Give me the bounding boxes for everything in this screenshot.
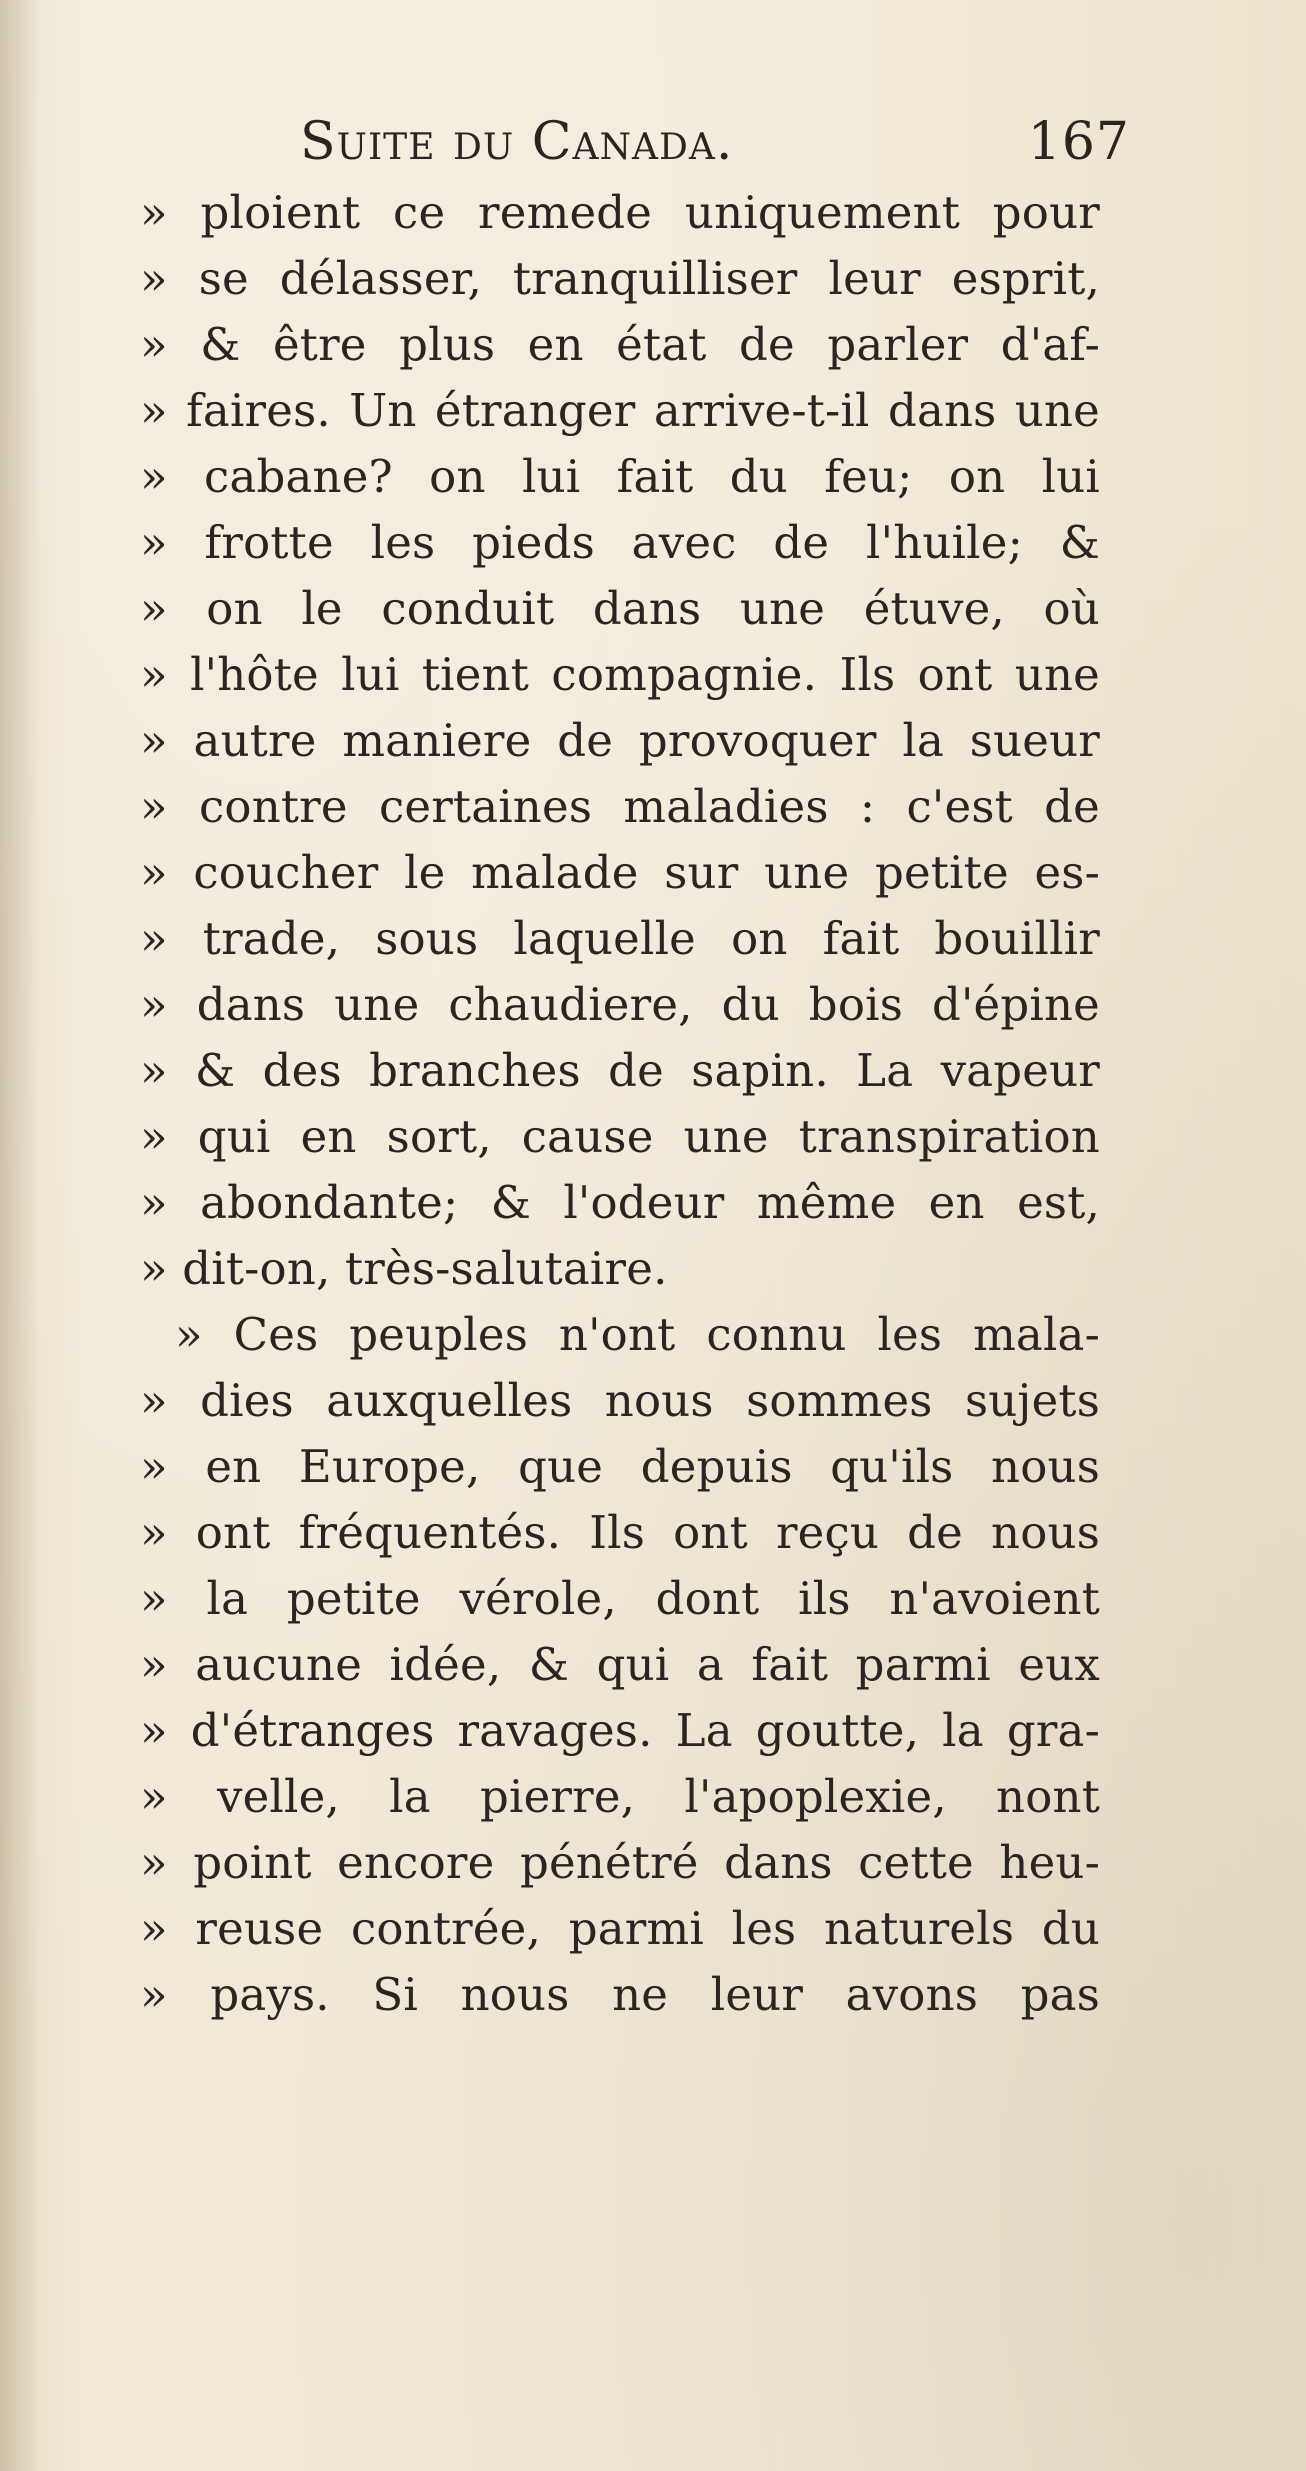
text-line: » contre certaines maladies : c'est de [140, 780, 1100, 833]
text-line: » faires. Un étranger arrive-t-il dans une [140, 384, 1100, 437]
text-line: » Ces peuples n'ont connu les mala- [175, 1308, 1100, 1361]
text-line: » qui en sort, cause une transpiration [140, 1110, 1100, 1163]
text-line: » reuse contrée, parmi les naturels du [140, 1902, 1100, 1955]
text-line: » dans une chaudiere, du bois d'épine [140, 978, 1100, 1031]
text-line: » & des branches de sapin. La vapeur [140, 1044, 1100, 1097]
text-line: » on le conduit dans une étuve, où [140, 582, 1100, 635]
text-line: » dit-on, très-salutaire. [140, 1242, 668, 1295]
text-line: » abondante; & l'odeur même en est, [140, 1176, 1100, 1229]
text-line: » en Europe, que depuis qu'ils nous [140, 1440, 1100, 1493]
text-line: » cabane? on lui fait du feu; on lui [140, 450, 1100, 503]
text-line: » point encore pénétré dans cette heu- [140, 1836, 1100, 1889]
text-line: » d'étranges ravages. La goutte, la gra- [140, 1704, 1100, 1757]
text-line: » autre maniere de provoquer la sueur [140, 714, 1100, 767]
text-line: » dies auxquelles nous sommes sujets [140, 1374, 1100, 1427]
text-line: » frotte les pieds avec de l'huile; & [140, 516, 1100, 569]
text-line: » velle, la pierre, l'apoplexie, nont [140, 1770, 1100, 1823]
running-title: Suite du Canada. [300, 112, 734, 172]
text-line: » trade, sous laquelle on fait bouillir [140, 912, 1100, 965]
text-line: » pays. Si nous ne leur avons pas [140, 1968, 1100, 2021]
text-line: » ploient ce remede uniquement pour [140, 186, 1100, 239]
body-text [140, 180, 1100, 2028]
text-line: » la petite vérole, dont ils n'avoient [140, 1572, 1100, 1625]
text-line: » l'hôte lui tient compagnie. Ils ont une [140, 648, 1100, 701]
page-number: 167 [1027, 112, 1130, 172]
text-line: » coucher le malade sur une petite es- [140, 846, 1100, 899]
text-line: » se délasser, tranquilliser leur esprit, [140, 252, 1100, 305]
text-line: » ont fréquentés. Ils ont reçu de nous [140, 1506, 1100, 1559]
text-line: » aucune idée, & qui a fait parmi eux [140, 1638, 1100, 1691]
blank-lower-margin [0, 2000, 1306, 2471]
running-head [300, 112, 1130, 172]
text-line: » & être plus en état de parler d'af- [140, 318, 1100, 371]
